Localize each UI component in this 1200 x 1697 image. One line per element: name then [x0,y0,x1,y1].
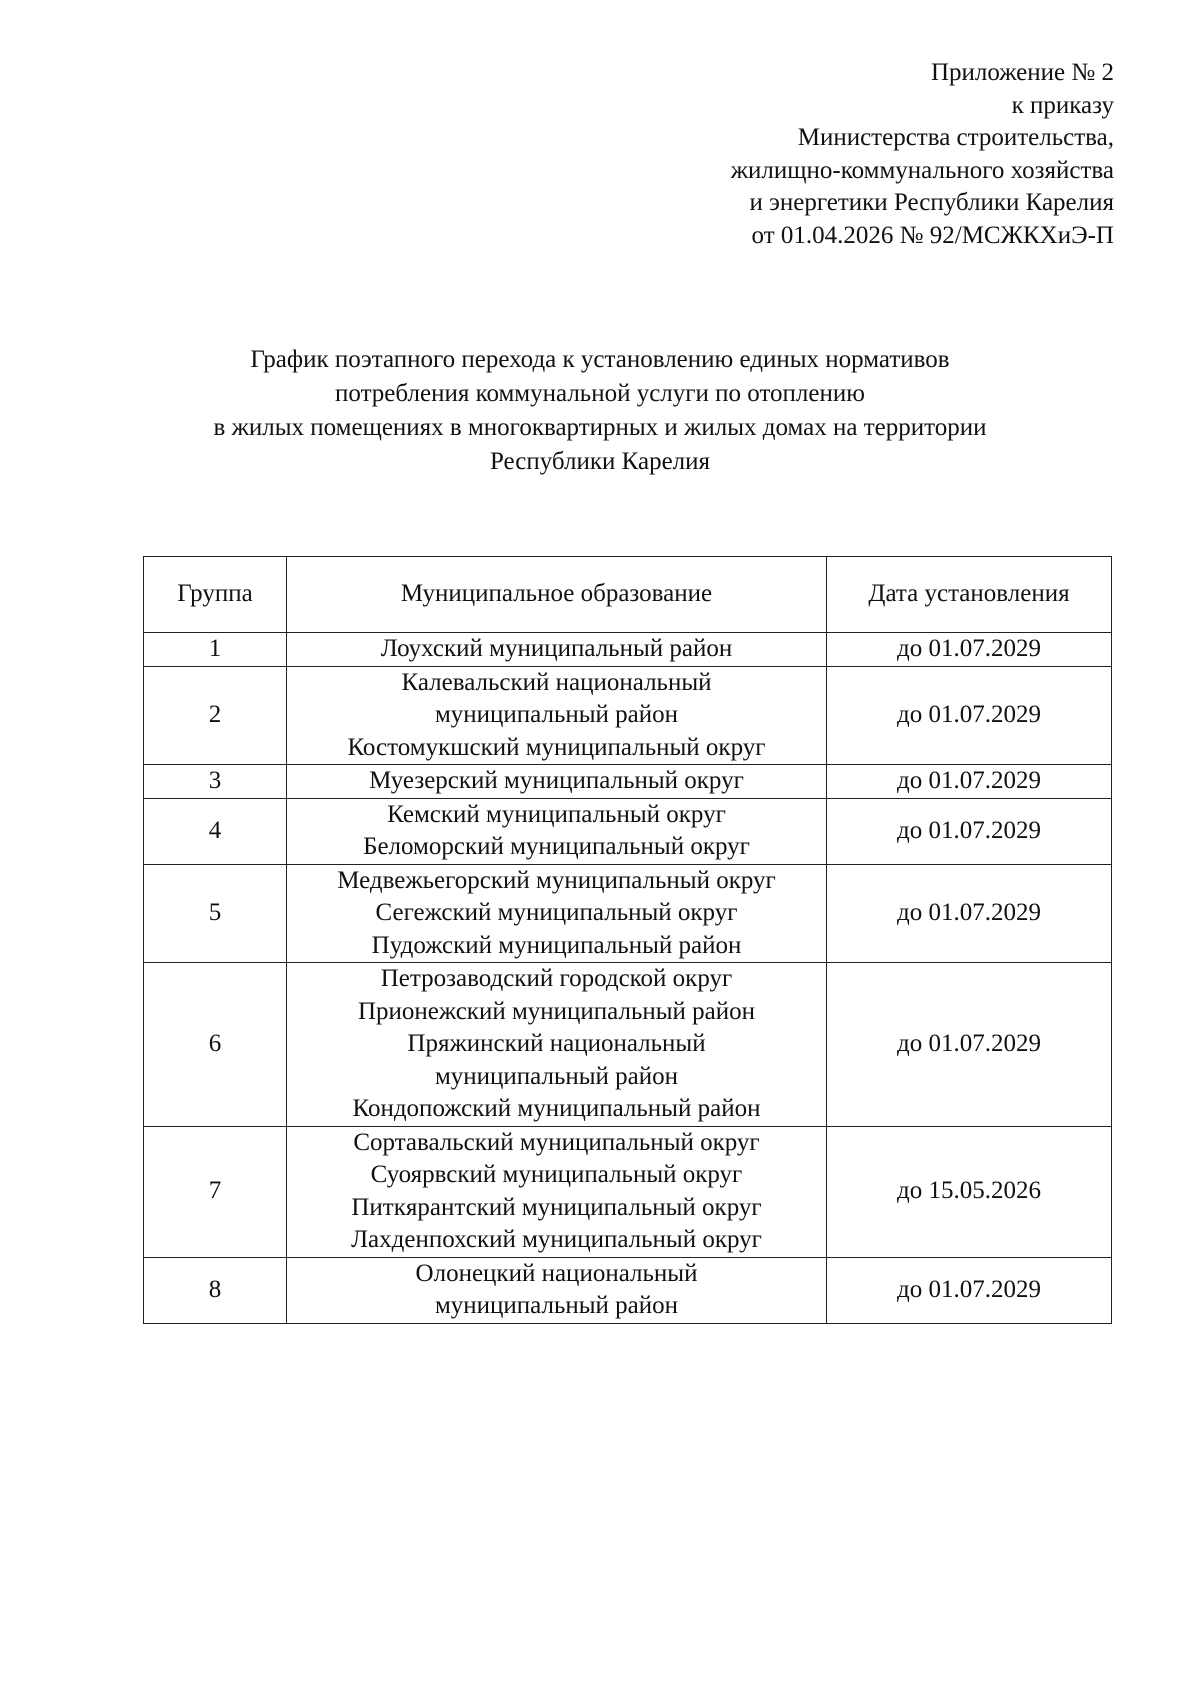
municipality-cell [287,963,827,1127]
municipality-line: Сегежский муниципальный округ [375,899,738,926]
municipality-line: Медвежьегорский муниципальный округ [337,866,776,894]
date-cell: до 01.07.2029 [827,633,1112,667]
date-cell: до 01.07.2029 [827,864,1112,963]
group-cell: 7 [144,1126,287,1257]
municipality-line: Петрозаводский городской округ [380,965,733,992]
municipality-line: Лоухский муниципальный район [380,635,733,662]
title-line-4: Республики Карелия [489,448,711,475]
date-cell: до 01.07.2029 [827,666,1112,765]
appendix-order-date-number: от 01.04.2026 № 92/МСЖКХиЭ-П [751,221,1114,249]
municipality-line: Олонецкий национальный [415,1259,698,1287]
municipality-line: Питкярантский муниципальный округ [351,1193,762,1221]
title-line-2: потребления коммунальной услуги по отоплению [335,380,865,407]
header-municipality: Муниципальное образование [287,557,827,633]
municipality-line: Калевальский национальный [401,668,712,696]
group-cell: 1 [144,633,287,667]
group-cell: 8 [144,1257,287,1323]
municipality-cell [287,864,827,963]
date-cell: до 15.05.2026 [827,1126,1112,1257]
table-row [144,765,1112,799]
date-cell: до 01.07.2029 [827,963,1112,1127]
municipality-line: Муезерский муниципальный округ [369,767,744,794]
header-group: Группа [144,557,287,633]
date-cell: до 01.07.2029 [827,798,1112,864]
title-line-3: в жилых помещениях в многоквартирных и жилых домах на территории [213,414,987,441]
group-cell: 3 [144,765,287,799]
table-row [144,963,1112,1127]
municipality-line: Кемский муниципальный округ [387,800,726,828]
appendix-reference [554,57,1114,252]
municipality-line: Кондопожский муниципальный район [352,1095,761,1122]
municipality-line: Суоярвский муниципальный округ [370,1161,743,1188]
appendix-ministry-line-3: и энергетики Республики Карелия [749,189,1114,216]
title-line-1: График поэтапного перехода к установлению единых нормативов [250,346,950,373]
appendix-order-ref: к приказу [1011,91,1114,119]
appendix-ministry-line-1: Министерства строительства, [797,124,1114,151]
municipality-line: Беломорский муниципальный округ [363,833,750,860]
table-row [144,864,1112,963]
appendix-ministry-line-2: жилищно-коммунального хозяйства [730,156,1114,184]
table-header-row [144,557,1112,633]
municipality-line: Сортавальский муниципальный округ [353,1128,760,1156]
municipality-cell [287,1257,827,1323]
municipality-line: муниципальный район [434,1062,679,1090]
document-title [0,343,1200,479]
table-row [144,633,1112,667]
municipality-line: Лахденпохский муниципальный округ [351,1226,762,1253]
group-cell: 2 [144,666,287,765]
municipality-line: Прионежский муниципальный район [357,997,756,1025]
municipality-cell [287,633,827,667]
table-row [144,666,1112,765]
municipality-line: Пудожский муниципальный район [371,931,742,959]
appendix-number: Приложение № 2 [930,59,1114,86]
municipality-line: Костомукшский муниципальный округ [347,733,766,761]
date-cell: до 01.07.2029 [827,765,1112,799]
header-date: Дата установления [827,557,1112,633]
municipality-cell [287,666,827,765]
table-row [144,1257,1112,1323]
municipality-line: Пряжинский национальный [407,1030,706,1057]
municipality-cell [287,798,827,864]
date-cell: до 01.07.2029 [827,1257,1112,1323]
table-row [144,1126,1112,1257]
schedule-table [143,556,1112,1324]
group-cell: 5 [144,864,287,963]
table-row [144,798,1112,864]
municipality-cell [287,765,827,799]
municipality-cell [287,1126,827,1257]
municipality-line: муниципальный район [434,701,679,728]
group-cell: 4 [144,798,287,864]
group-cell: 6 [144,963,287,1127]
municipality-line: муниципальный район [434,1292,679,1319]
